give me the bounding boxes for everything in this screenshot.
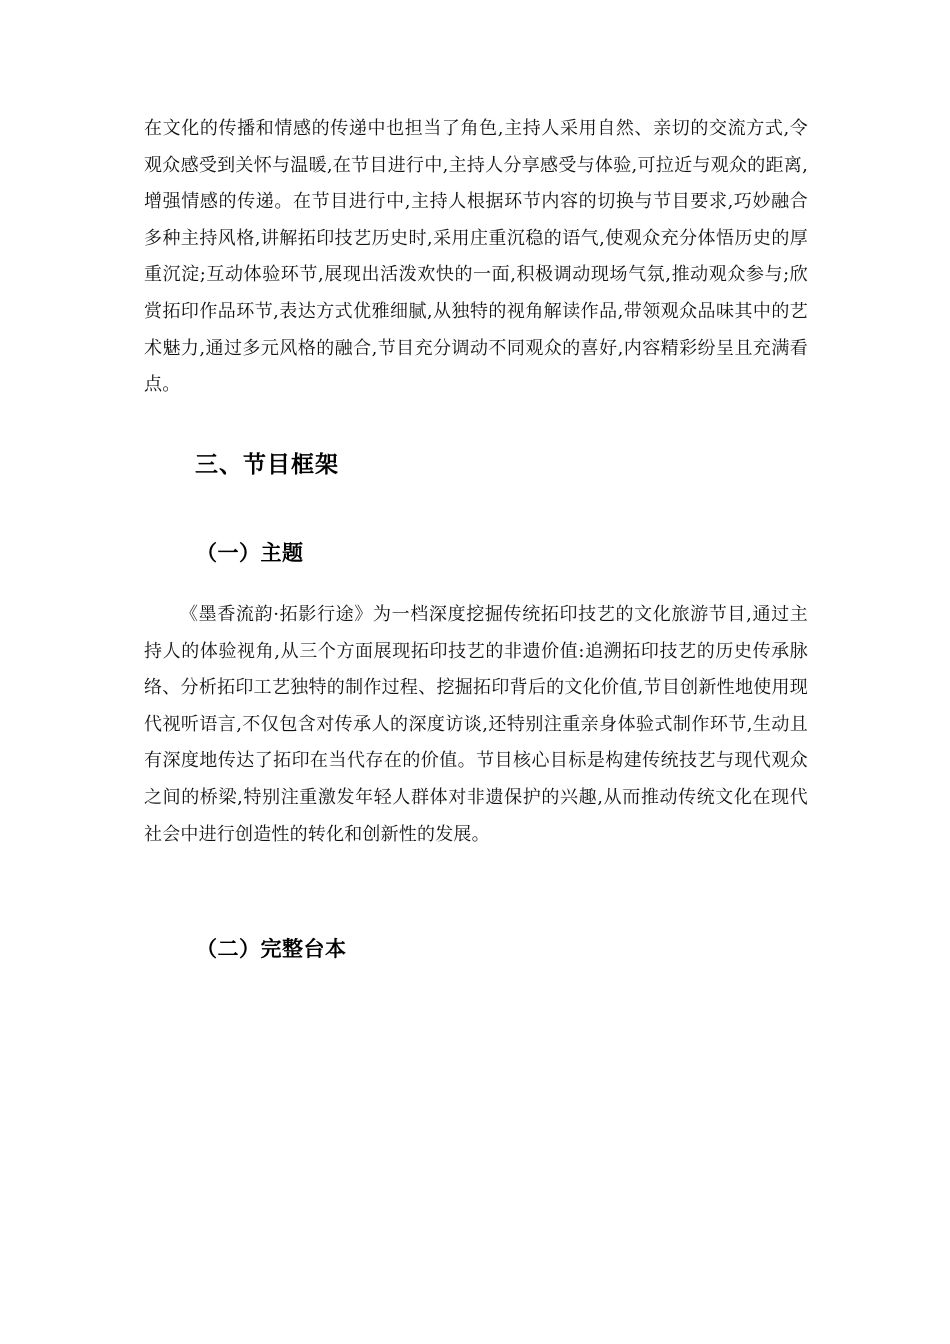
body-paragraph-host-style: 在文化的传播和情感的传递中也担当了角色,主持人采用自然、亲切的交流方式,令观众感受到关怀与温暖,在节目进行中,主持人分享感受与体验,可拉近与观众的距离,增强情感的传递。在节目进行中,主持人根据环节内容的切换与节目要求,巧妙融合多种主持风格,讲解拓印技艺历史时,采用庄重沉稳的语气,使观众充分体悟历史的厚重沉淀;互动体验环节,展现出活泼欢快的一面,积极调动现场气氛,推动观众参与;欣赏拓印作品环节,表达方式优雅细腻,从独特的视角解读作品,带领观众品味其中的艺术魅力,通过多元风格的融合,节目充分调动不同观众的喜好,内容精彩纷呈且充满看点。 <box>144 118 808 396</box>
subsection-heading-full-script: （二）完整台本 <box>196 937 347 961</box>
subsection-heading-theme: （一）主题 <box>196 541 304 565</box>
section-heading-program-framework: 三、节目框架 <box>195 452 339 478</box>
body-paragraph-theme: 《墨香流韵·拓影行途》为一档深度挖掘传统拓印技艺的文化旅游节目,通过主持人的体验视角,从三个方面展现拓印技艺的非遗价值:追溯拓印技艺的历史传承脉络、分析拓印工艺独特的制作过程、挖掘拓印背后的文化价值,节目创新性地使用现代视听语言,不仅包含对传承人的深度访谈,还特别注重亲身体验式制作环节,生动且有深度地传达了拓印在当代存在的价值。节目核心目标是构建传统技艺与现代观众之间的桥梁,特别注重激发年轻人群体对非遗保护的兴趣,从而推动传统文化在现代社会中进行创造性的转化和创新性的发展。 <box>144 604 808 845</box>
